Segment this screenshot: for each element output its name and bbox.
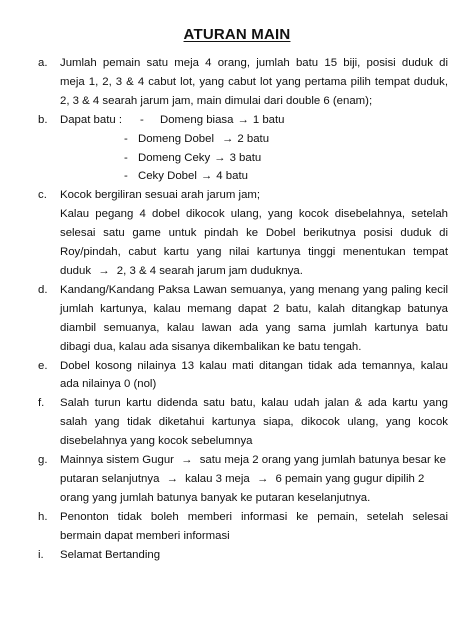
rule-body	[60, 357, 448, 395]
rule-line: ada nilainya 0 (nol)	[60, 378, 157, 391]
rule-line	[60, 262, 448, 281]
rule-marker: c.	[38, 189, 47, 202]
rule-line: 2, 3 & 4 searah jarum jam, main dimulai dari double 6 (enam);	[60, 94, 373, 107]
stone-dash: -	[124, 170, 128, 183]
rule-item-f	[38, 394, 448, 451]
rule-text: satu meja 2 orang yang jumlah batunya besar ke	[199, 454, 447, 467]
arrow-right-icon: →	[256, 472, 269, 485]
rule-marker: g.	[38, 454, 48, 467]
stone-value: 3 batu	[229, 151, 262, 164]
rule-line: orang yang jumlah batunya banyak ke putaran keselanjutnya.	[60, 491, 371, 504]
stone-name: Domeng Ceky	[138, 151, 211, 164]
rule-text: duduk	[60, 264, 92, 277]
rule-body	[60, 451, 448, 508]
rule-body	[60, 508, 448, 546]
rule-text: kalau 3 meja	[185, 472, 250, 485]
stone-lead-label: Dapat batu :	[60, 113, 123, 126]
rule-marker: h.	[38, 510, 48, 523]
stone-name: Domeng Dobel	[138, 132, 214, 145]
rule-line: Selamat Bertanding	[60, 548, 161, 561]
rule-line: jumlah kartunya, kalau memang dapat 2 batu, kalah ditangkap batunya	[60, 302, 448, 315]
stone-dash: -	[124, 151, 128, 164]
rule-text: 6 pemain yang gugur dipilih 2	[275, 472, 425, 485]
rule-text: Mainnya sistem Gugur	[60, 454, 174, 467]
rules-list	[38, 54, 448, 564]
rule-line: selesai satu game untuk pindah ke Dobel berikutnya posisi duduk di	[60, 227, 448, 240]
arrow-right-icon: →	[221, 132, 234, 145]
stone-row	[60, 130, 448, 149]
rule-marker: a.	[38, 57, 48, 69]
rule-body	[60, 186, 448, 281]
stone-value: 2 batu	[237, 132, 270, 145]
rule-line: disebelahnya yang kocok sebelumnya	[60, 435, 253, 448]
rule-line: meja 1, 2, 3 & 4 cabut lot, yang cabut lot yang pertama pilih tempat duduk,	[60, 75, 448, 88]
rule-text: putaran selanjutnya	[60, 472, 160, 485]
rule-line: dibagi dua, kalau ada sisanya dikembalikan ke batu tengah.	[60, 340, 362, 353]
rule-line: Kandang/Kandang Paksa Lawan semuanya, yang menang yang paling kecil	[60, 283, 448, 296]
rule-item-c	[38, 186, 448, 281]
rule-line: Roy/pindah, cabut kartu yang nilai kartunya tinggi menentukan tempat	[60, 246, 448, 259]
stone-value: 1 batu	[252, 113, 285, 126]
stone-name: Ceky Dobel	[138, 170, 197, 183]
rule-item-i	[38, 546, 448, 565]
rule-text: 2, 3 & 4 searah jarum jam duduknya.	[116, 264, 303, 277]
stone-value: 4 batu	[216, 170, 248, 183]
rule-item-g	[38, 451, 448, 508]
rule-line: Jumlah pemain satu meja 4 orang, jumlah batu 15 biji, posisi duduk di	[60, 57, 448, 69]
stone-dash: -	[124, 132, 128, 145]
arrow-right-icon: →	[181, 454, 193, 467]
rule-marker: e.	[38, 359, 48, 372]
rule-marker: d.	[38, 283, 48, 296]
rule-line: Kalau pegang 4 dobel dikocok ulang, yang kocok disebelahnya, setelah	[60, 208, 448, 221]
stone-row	[60, 111, 448, 130]
rule-marker: b.	[38, 113, 48, 126]
rule-line: Kocok bergiliran sesuai arah jarum jam;	[60, 189, 261, 202]
arrow-right-icon: →	[166, 472, 178, 485]
stone-name: Domeng biasa	[160, 113, 234, 126]
rule-body	[60, 546, 448, 565]
rule-line: Dobel kosong nilainya 13 kalau mati ditangan tidak ada temannya, kalau	[60, 359, 448, 372]
rule-item-a	[38, 54, 448, 111]
rule-body	[60, 394, 448, 451]
rule-body	[60, 281, 448, 357]
rule-item-b	[38, 111, 448, 187]
rule-line: bermain dapat memberi informasi	[60, 529, 230, 542]
rule-body	[60, 111, 448, 187]
rule-marker: i.	[38, 548, 44, 561]
rule-item-h	[38, 508, 448, 546]
stone-row	[60, 149, 448, 168]
rule-line: Penonton tidak boleh memberi informasi ke pemain, setelah selesai	[60, 510, 448, 523]
rule-body	[60, 54, 448, 111]
arrow-right-icon: →	[98, 264, 110, 277]
rule-line: diambil semuanya, kalau lawan ada yang sama jumlah kartunya batu	[60, 321, 448, 334]
stone-dash: -	[140, 113, 144, 126]
page-title-text: ATURAN MAIN	[183, 26, 291, 43]
arrow-right-icon: →	[237, 113, 249, 126]
arrow-right-icon: →	[200, 170, 213, 183]
rule-line: salah yang tidak diketahui kartunya siapa, dikocok ulang, yang kocok	[60, 416, 448, 429]
rule-line: Salah turun kartu didenda satu batu, kalau udah jalan & ada kartu yang	[60, 397, 448, 410]
rule-item-d	[38, 281, 448, 357]
stone-row	[60, 167, 448, 186]
rule-marker: f.	[38, 397, 45, 410]
rule-item-e	[38, 357, 448, 395]
page-title	[0, 26, 474, 43]
arrow-right-icon: →	[214, 151, 226, 164]
rule-line	[60, 451, 448, 470]
rule-line	[60, 470, 448, 489]
